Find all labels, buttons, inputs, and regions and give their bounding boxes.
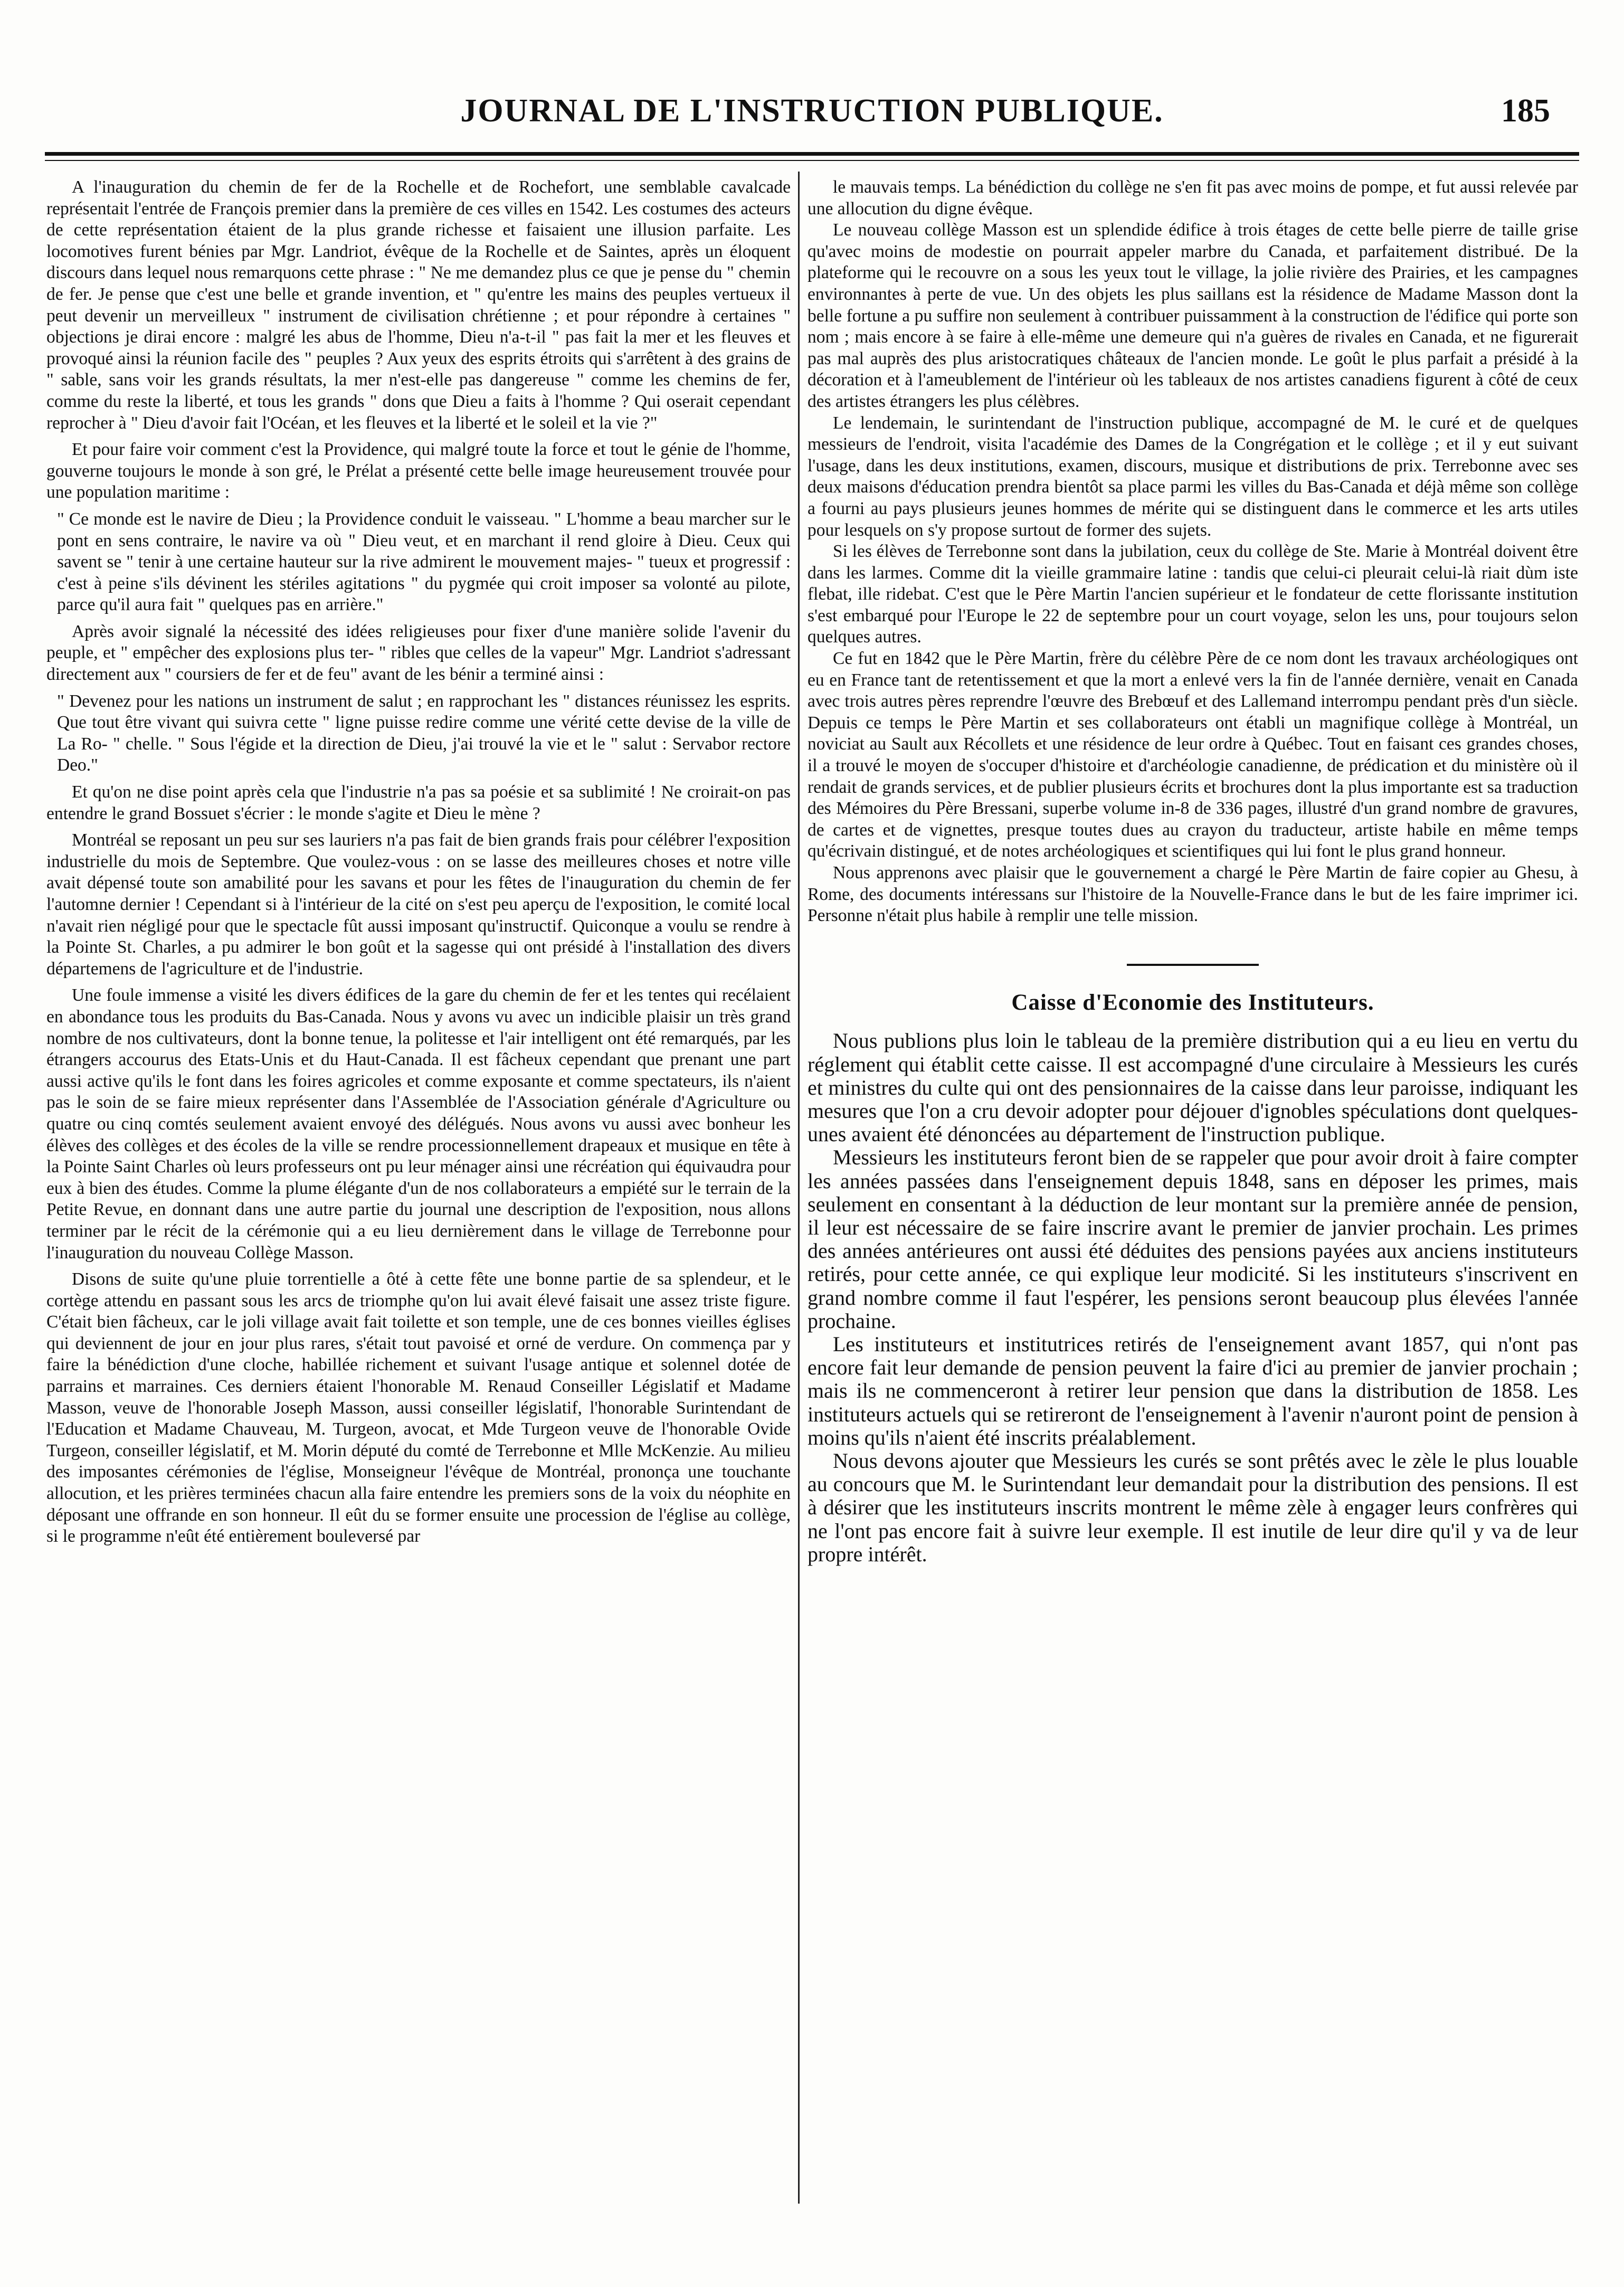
column-divider <box>798 172 800 2204</box>
paragraph: Et pour faire voir comment c'est la Providence, qui malgré toute la force et tout le génie de l'homme, gouverne toujours le monde à son gré, le Prélat a présenté cette belle image heureusement trouvée pour une population maritime : <box>46 440 791 502</box>
quote-paragraph: " Devenez pour les nations un instrument de salut ; en rapprochant les " distances réunissez les esprits. Que tout être vivant qui suivra cette " ligne puisse redire comme une vérité cette devise de la ville de La Ro- " chelle. " Sous l'égide et la direction de Dieu, j'ai trouvé la vie et le " salut : Servabor rectore Deo." <box>57 691 791 775</box>
paragraph: Le nouveau collège Masson est un splendide édifice à trois étages de cette belle pierre de taille grise qu'avec moins de modestie on pourrait appeler marbre du Canada, et parfaitement distribué. De la plateforme qui le recouvre on a sous les yeux tout le village, la jolie rivière des Prairies, et les campagnes environnantes à perte de vue. Un des objets les plus saillans est la résidence de Madame Masson dont la belle fortune a pu suffire non seulement à contribuer puissamment à la construction de l'édifice qui porte son nom ; mais encore à se faire à elle-même une demeure qui n'a guères de rivales en Canada, et ne figurerait pas mal auprès des plus aristocratiques châteaux de l'ancien monde. Le goût le plus parfait a présidé à la décoration et à l'ameublement de l'intérieur où les tableaux de nos artistes canadiens figurent à côté de ceux des artistes étrangers les plus célèbres. <box>808 220 1578 411</box>
paragraph: Disons de suite qu'une pluie torrentielle a ôté à cette fête une bonne partie de sa splendeur, et le cortège attendu en passant sous les arcs de triomphe qu'on lui avait élevé faisait une assez triste figure. C'était bien fâcheux, car le joli village avait fait toilette et son temple, une de ces bonnes vieilles églises qui deviennent de jour en jour plus rares, s'était tout pavoisé et orné de verdure. On commença par y faire la bénédiction d'une cloche, habillée richement et suivant l'usage antique et solennel dotée de parrains et marraines. Ces derniers étaient l'honorable M. Renaud Conseiller Législatif et Madame Masson, veuve de l'honorable Joseph Masson, aussi conseiller législatif, l'honorable Surintendant de l'Education et Madame Chauveau, M. Turgeon, avocat, et Mde Turgeon veuve de l'honorable Ovide Turgeon, conseiller législatif, et M. Morin député du comté de Terrebonne et Mlle McKenzie. Au milieu des imposantes cérémonies de l'église, Monseigneur l'évêque de Montréal, prononça une touchante allocution, et les prières terminées chacun alla faire entendre les premiers sons de la voix du néophite en déposant une offrande en son honneur. Il eût du se former ensuite une procession de l'église au collège, si le programme n'eût été entièrement bouleversé par <box>46 1269 791 1546</box>
paragraph: Après avoir signalé la nécessité des idées religieuses pour fixer d'une manière solide l'avenir du peuple, et " empêcher des explosions plus ter- " ribles que celles de la vapeur" Mgr. Landriot s'adressant directement aux " coursiers de fer et de feu" avant de les bénir a terminé ainsi : <box>46 621 791 685</box>
header-rule-thick <box>45 152 1579 156</box>
section-title: Caisse d'Economie des Instituteurs. <box>1011 990 1374 1015</box>
journal-title: JOURNAL DE L'INSTRUCTION PUBLIQUE. <box>460 93 1164 129</box>
page-number: 185 <box>1501 93 1550 129</box>
section-body <box>808 1029 1578 1566</box>
right-column <box>808 177 1578 2204</box>
paragraph: Si les élèves de Terrebonne sont dans la jubilation, ceux du collège de Ste. Marie à Montréal doivent être dans les larmes. Comme dit la vieille grammaire latine : tandis que celui-ci pleurait celui-là riait dùm iste flebat, ille ridebat. C'est que le Père Martin l'ancien supérieur et le fondateur de cette florissante institution s'est embarqué pour l'Europe le 22 de septembre pour un court voyage, selon les uns, pour toujours selon quelques autres. <box>808 542 1578 647</box>
paragraph: Une foule immense a visité les divers édifices de la gare du chemin de fer et les tentes qui recélaient en abondance tous les produits du Bas-Canada. Nous y avons vu avec un indicible plaisir un très grand nombre de nos cultivateurs, dont la bonne tenue, la politesse et l'air intelligent ont été remarqués, par les étrangers accourus des Etats-Unis et du Haut-Canada. Il est fâcheux cependant que prenant une part aussi active qu'ils le font dans les foires agricoles et comme exposante et comme spectateurs, ils n'aient pas le soin de se faire mieux représenter dans l'Assemblée de l'Association générale d'Agriculture ou quatre ou cinq comtés seulement avaient envoyé des délégués. Nous avons vu aussi avec bonheur les élèves des collèges et des écoles de la ville se rendre processionnellement drapeaux et musique en tête à la Pointe Saint Charles où leurs professeurs ont pu leur ménager ainsi une récréation qui équivaudra pour eux à bien des études. Comme la plume élégante d'un de nos collaborateurs a empiété sur le terrain de la Petite Revue, en donnant dans une autre partie du journal une description de l'exposition, nous allons terminer par le récit de la cérémonie qui a eu lieu dernièrement dans le village de Terrebonne pour l'inauguration du nouveau Collège Masson. <box>46 985 791 1263</box>
paragraph: Messieurs les instituteurs feront bien de se rappeler que pour avoir droit à faire compter les années passées dans l'enseignement depuis 1848, sans en déposer les primes, mais seulement en consentant à la déduction de leur montant sur la première année de pension, il leur est nécessaire de se faire inscrire avant le premier de janvier prochain. Les primes des années antérieures ont aussi été déduites des pensions payées aux anciens instituteurs retirés, pour cette année, ce qui explique leur modicité. Si les instituteurs s'inscrivent en grand nombre comme il faut l'espérer, les pensions seront beaucoup plus élevées l'année prochaine. <box>808 1145 1578 1333</box>
quote-paragraph: " Ce monde est le navire de Dieu ; la Providence conduit le vaisseau. " L'homme a beau marcher sur le pont en sens contraire, le navire va où " Dieu veut, et en marchant il rend gloire à Dieu. Ceux qui savent se " tenir à une certaine hauteur sur la rive admirent le mouvement majes- " tueux et progressif : c'est à peine s'ils dévinent les stériles agitations " du pygmée qui croit imposer sa volonté au pilote, parce qu'il aura fait " quelques pas en arrière." <box>57 509 791 615</box>
paragraph: A l'inauguration du chemin de fer de la Rochelle et de Rochefort, une semblable cavalcade représentait l'entrée de François premier dans la première de ces villes en 1542. Les costumes des acteurs de cette représentation étaient de la plus grande richesse et faisaient une illusion parfaite. Les locomotives furent bénies par Mgr. Landriot, évêque de la Rochelle et de Saintes, après un éloquent discours dans lequel nous remarquons cette phrase : " Ne me demandez plus ce que je pense du " chemin de fer. Je pense que c'est une belle et grande invention, et " qu'entre les mains des peuples vertueux il peut devenir un merveilleux " instrument de civilisation chrétienne ; et pour répondre à certaines " objections je dirai encore : malgré les abus de l'homme, Dieu n'a-t-il " pas fait la mer et les fleuves et provoqué ainsi la réunion facile des " peuples ? Aux yeux des esprits étroits qui s'arrêtent à des grains de " sable, sans voir les grands résultats, la mer n'est-elle pas dangereuse " comme les chemins de fer, comme du reste la liberté, et tous les grands " dons que Dieu a faits à l'homme ? Qui oserait cependant reprocher à " Dieu d'avoir fait l'Océan, et les fleuves et la liberté et le soleil et la vie ?" <box>46 177 791 433</box>
section-divider <box>1127 964 1259 966</box>
paragraph: Ce fut en 1842 que le Père Martin, frère du célèbre Père de ce nom dont les travaux archéologiques ont eu en France tant de retentissement et que la mort a enlevé vers la fin de l'année dernière, venait en Canada avec trois autres pères reprendre l'œuvre des Brebœuf et des Lallemand interrompu pendant près d'un siècle. Depuis ce temps le Père Martin et ses collaborateurs ont établi un magnifique collège à Montréal, un noviciat au Sault aux Récollets et une résidence de leur ordre à Québec. Tout en faisant ces grandes choses, il a trouvé le moyen de s'occuper d'histoire et d'archéologie canadienne, de prédication et du ministère où il rendait de grands services, et de publier plusieurs écrits et brochures dont la plus importante est sa traduction des Mémoires du Père Bressani, superbe volume in-8 de 336 pages, illustré d'un grand nombre de gravures, de cartes et de vignettes, presque toutes dues au crayon du traducteur, artiste habile en même temps qu'écrivain distingué, et de notes archéologiques et scientifiques qui lui font le plus grand honneur. <box>808 649 1578 861</box>
paragraph: Le lendemain, le surintendant de l'instruction publique, accompagné de M. le curé et de quelques messieurs de l'endroit, visita l'académie des Dames de la Congrégation et le collège ; et il y eut suivant l'usage, dans les deux institutions, examen, discours, musique et distributions de prix. Terrebonne avec ses deux maisons d'éducation prendra bientôt sa place parmi les villes du Bas-Canada et déjà même son collège a fourni au pays plusieurs jeunes hommes de mérite qui se distinguent dans le commerce et les arts utiles pour lesquels on s'y propose surtout de former des sujets. <box>808 413 1578 540</box>
paragraph: Nous apprenons avec plaisir que le gouvernement a chargé le Père Martin de faire copier au Ghesu, à Rome, des documents intéressans sur l'histoire de la Nouvelle-France dans le but de les faire imprimer ici. Personne n'était plus habile à remplir une telle mission. <box>808 863 1578 926</box>
header-rule-thin <box>45 160 1579 161</box>
paragraph: Et qu'on ne dise point après cela que l'industrie n'a pas sa poésie et sa sublimité ! Ne croirait-on pas entendre le grand Bossuet s'écrier : le monde s'agite et Dieu le mène ? <box>46 782 791 823</box>
page-header <box>0 92 1624 145</box>
paragraph: Les instituteurs et institutrices retirés de l'enseignement avant 1857, qui n'ont pas encore fait leur demande de pension peuvent la faire d'ici au premier de janvier prochain ; mais ils ne commenceront à retirer leur pension que dans la distribution de 1858. Les instituteurs actuels qui se retireront de l'enseignement à l'avenir n'auront point de pension à moins qu'ils n'aient été inscrits préalablement. <box>808 1332 1578 1449</box>
paragraph: Montréal se reposant un peu sur ses lauriers n'a pas fait de bien grands frais pour célébrer l'exposition industrielle du mois de Septembre. Que voulez-vous : on se lasse des meilleures choses et notre ville avait dépensé toute son amabilité pour les savans et pour les fêtes de l'inauguration du chemin de fer l'automne dernier ! Cependant si à l'intérieur de la cité on s'est peu aperçu de l'exposition, le comité local n'avait rien négligé pour que le spectacle fût aussi imposant qu'instructif. Quiconque a voulu se rendre à la Pointe St. Charles, a pu admirer le bon goût et la sagesse qui ont présidé à l'installation des divers départemens de l'agriculture et de l'industrie. <box>46 830 791 979</box>
paragraph: le mauvais temps. La bénédiction du collège ne s'en fit pas avec moins de pompe, et fut aussi relevée par une allocution du digne évêque. <box>808 177 1578 219</box>
left-column <box>46 177 791 2204</box>
paragraph: Nous publions plus loin le tableau de la première distribution qui a eu lieu en vertu du réglement qui établit cette caisse. Il est accompagné d'une circulaire à Messieurs les curés et ministres du culte qui ont des pensionnaires de la caisse dans leur paroisse, indiquant les mesures que l'on a cru devoir adopter pour déjouer d'ignobles spéculations dont quelques-unes avaient été dénoncées au département de l'instruction publique. <box>808 1029 1578 1146</box>
paragraph: Nous devons ajouter que Messieurs les curés se sont prêtés avec le zèle le plus louable au concours que M. le Surintendant leur demandait pour la distribution des pensions. Il est à désirer que les instituteurs inscrits montrent le même zèle à engager leurs confrères qui ne l'ont pas encore fait à suivre leur exemple. Il est inutile de leur dire qu'il y va de leur propre intérêt. <box>808 1449 1578 1566</box>
